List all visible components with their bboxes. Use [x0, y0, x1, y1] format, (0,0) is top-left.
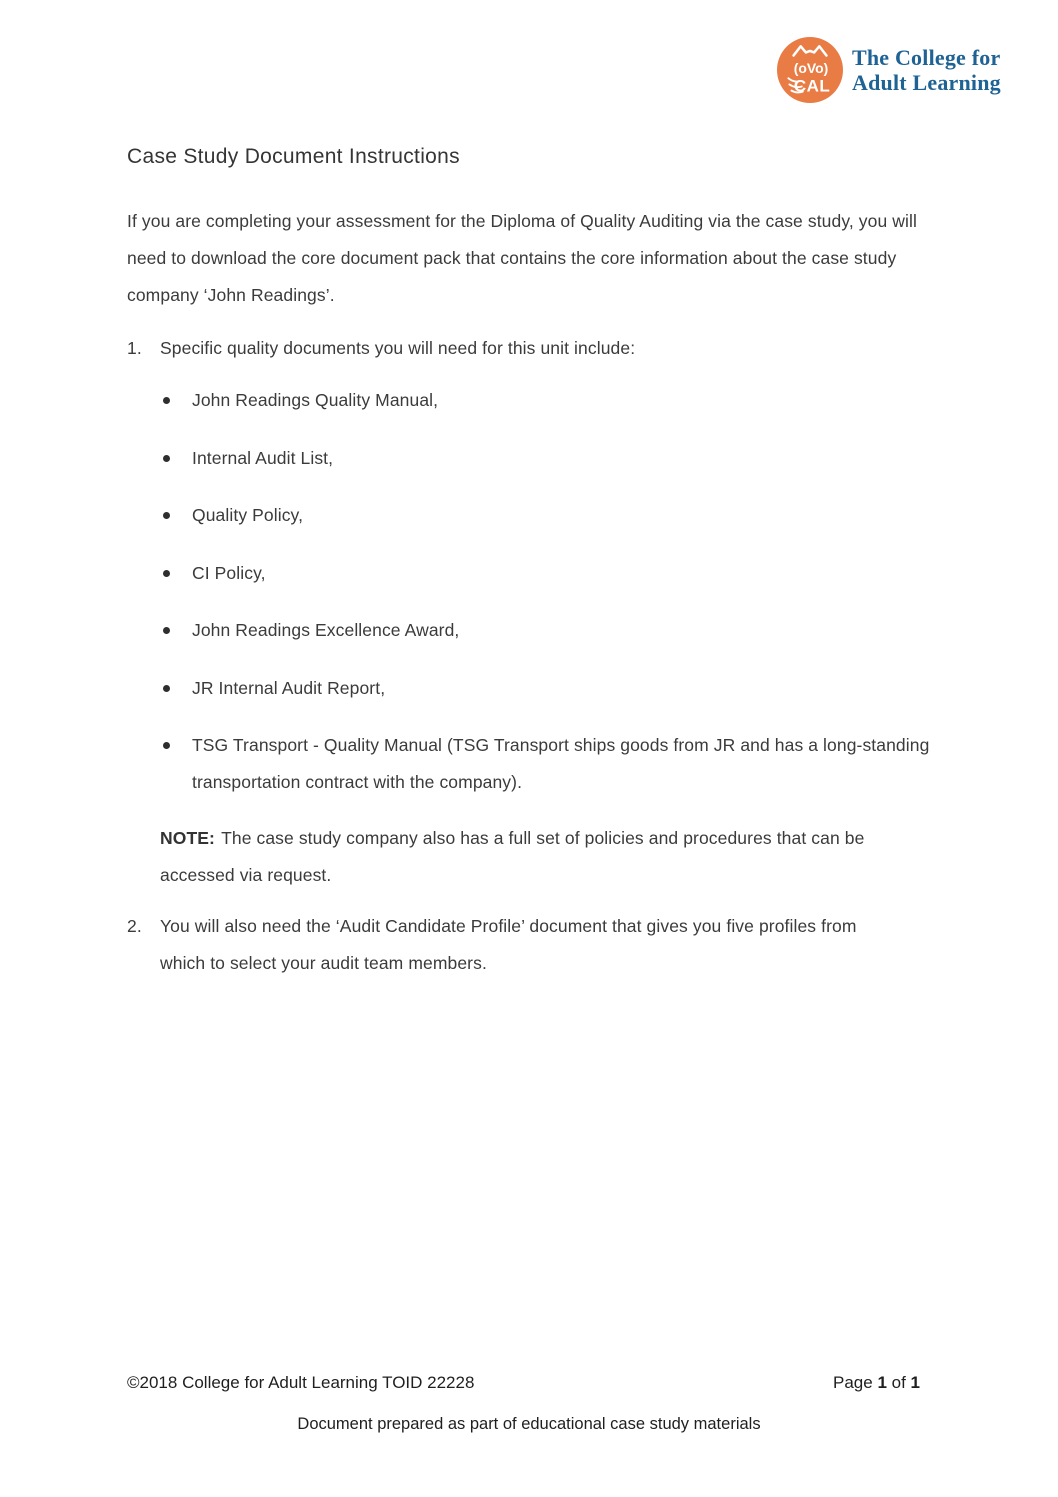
- bullet-item: [160, 555, 930, 592]
- intro-paragraph: If you are completing your assessment for the Diploma of Quality Auditing via the case study, you will need to download the core document pack that contains the core information about the case study company ‘John Readings’.: [127, 211, 917, 305]
- org-name: [852, 45, 1001, 95]
- bullet-icon: [160, 440, 192, 477]
- bullet-item-text: CI Policy,: [192, 563, 266, 583]
- owl-eyes-glyph: (oVo): [793, 60, 829, 77]
- page-total: 1: [910, 1373, 920, 1392]
- bullet-icon: [160, 670, 192, 707]
- bullet-item: [160, 497, 930, 534]
- list-item-2-text: You will also need the ‘Audit Candidate Profile’ document that gives you five profiles from which to select your audit team members.: [160, 916, 857, 973]
- bullet-item-text: Quality Policy,: [192, 505, 304, 525]
- org-name-line2: Adult Learning: [852, 70, 1001, 95]
- bullet-item: [160, 727, 930, 801]
- cal-badge-text: CAL: [793, 76, 831, 96]
- bullet-icon: [160, 497, 192, 534]
- note-text: The case study company also has a full set of policies and procedures that can be accessed via request.: [160, 828, 865, 885]
- bullet-item-text: Internal Audit List,: [192, 448, 334, 468]
- bullet-item: [160, 382, 930, 419]
- org-name-line1: The College for: [852, 45, 1001, 70]
- bullet-item-text: John Readings Quality Manual,: [192, 390, 439, 410]
- bullet-icon: [160, 612, 192, 649]
- note-label: NOTE:: [160, 828, 215, 848]
- footer-copyright: ©2018 College for Adult Learning TOID 22228: [127, 1373, 475, 1392]
- bullet-icon: [160, 555, 192, 592]
- cal-logo: [777, 37, 1001, 103]
- bullet-icon: [160, 382, 192, 419]
- note-paragraph: [160, 820, 918, 894]
- list-item-2-number: 2.: [127, 916, 142, 936]
- page-current: 1: [877, 1373, 887, 1392]
- list-item-1-text: Specific quality documents you will need for this unit include:: [160, 338, 636, 358]
- page-word: Page: [833, 1373, 878, 1392]
- bullet-item-text: JR Internal Audit Report,: [192, 678, 386, 698]
- page-of-word: of: [886, 1373, 911, 1392]
- bullet-item-text: John Readings Excellence Award,: [192, 620, 460, 640]
- bullet-item: [160, 670, 930, 707]
- list-item-1-number: 1.: [127, 338, 142, 358]
- bullet-icon: [160, 727, 192, 801]
- footer-page-number: [833, 1371, 920, 1395]
- list-item-2: [127, 908, 905, 982]
- page-title: Case Study Document Instructions: [127, 145, 460, 168]
- bullet-item: [160, 612, 930, 649]
- list-item-1: [127, 330, 905, 367]
- bullet-item-text: TSG Transport - Quality Manual (TSG Transport ships goods from JR and has a long-standing transportation contract with the company).: [192, 735, 930, 792]
- footer-prepared-note: Document prepared as part of educational case study materials: [297, 1415, 761, 1433]
- bullet-item: [160, 440, 930, 477]
- owl-logo-icon: [777, 37, 843, 103]
